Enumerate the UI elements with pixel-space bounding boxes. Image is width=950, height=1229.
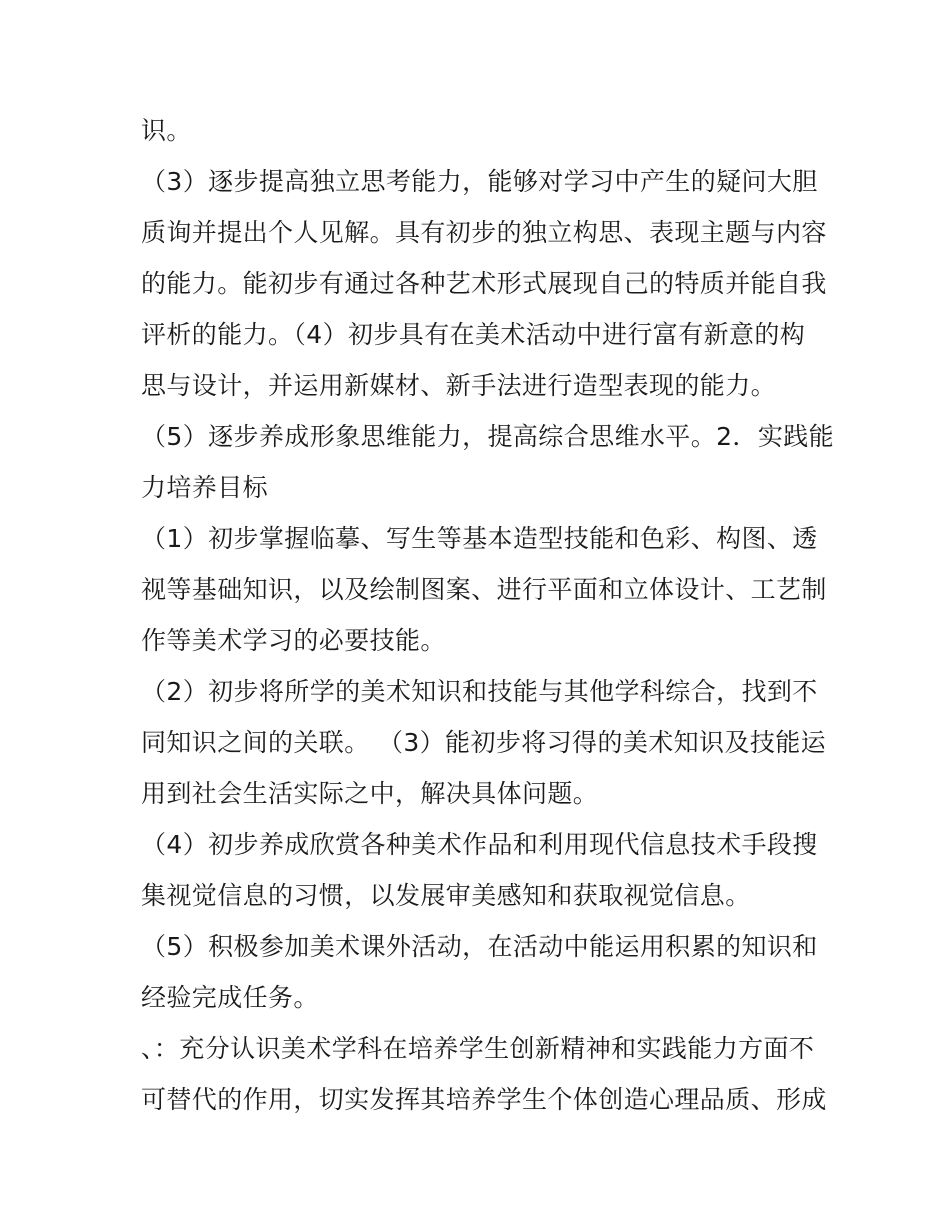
text-line: 识。 <box>141 116 192 145</box>
text-line: 经验完成任务。 <box>141 983 319 1012</box>
text-line: 思与设计，并运用新媒材、新手法进行造型表现的能力。 <box>141 371 777 400</box>
text-line: （2）初步将所学的美术知识和技能与其他学科综合，找到不 <box>141 677 818 706</box>
text-line: 用到社会生活实际之中，解决具体问题。 <box>141 779 599 808</box>
text-line: （4）初步养成欣赏各种美术作品和利用现代信息技术手段搜 <box>141 830 818 859</box>
text-line: 可替代的作用，切实发挥其培养学生个体创造心理品质、形成 <box>141 1085 827 1114</box>
text-line: 、：充分认识美术学科在培养学生创新精神和实践能力方面不 <box>141 1034 815 1063</box>
text-line: 集视觉信息的习惯，以发展审美感知和获取视觉信息。 <box>141 881 751 910</box>
text-line: 视等基础知识，以及绘制图案、进行平面和立体设计、工艺制 <box>141 575 827 604</box>
text-line: 质询并提出个人见解。具有初步的独立构思、表现主题与内容 <box>141 218 827 247</box>
text-line: 的能力。能初步有通过各种艺术形式展现自己的特质并能自我 <box>141 269 827 298</box>
body-text <box>141 105 835 1125</box>
text-line: （5）逐步养成形象思维能力，提高综合思维水平。2．实践能 <box>141 422 835 451</box>
text-line: （5）积极参加美术课外活动，在活动中能运用积累的知识和 <box>141 932 818 961</box>
text-line: （1）初步掌握临摹、写生等基本造型技能和色彩、构图、透 <box>141 524 818 553</box>
text-line: 力培养目标 <box>141 473 269 502</box>
text-line: 评析的能力。（4）初步具有在美术活动中进行富有新意的构 <box>141 320 806 349</box>
text-line: 同知识之间的关联。 （3）能初步将习得的美术知识及技能运 <box>141 728 827 757</box>
text-line: （3）逐步提高独立思考能力，能够对学习中产生的疑问大胆 <box>141 167 818 196</box>
text-line: 作等美术学习的必要技能。 <box>141 626 446 655</box>
